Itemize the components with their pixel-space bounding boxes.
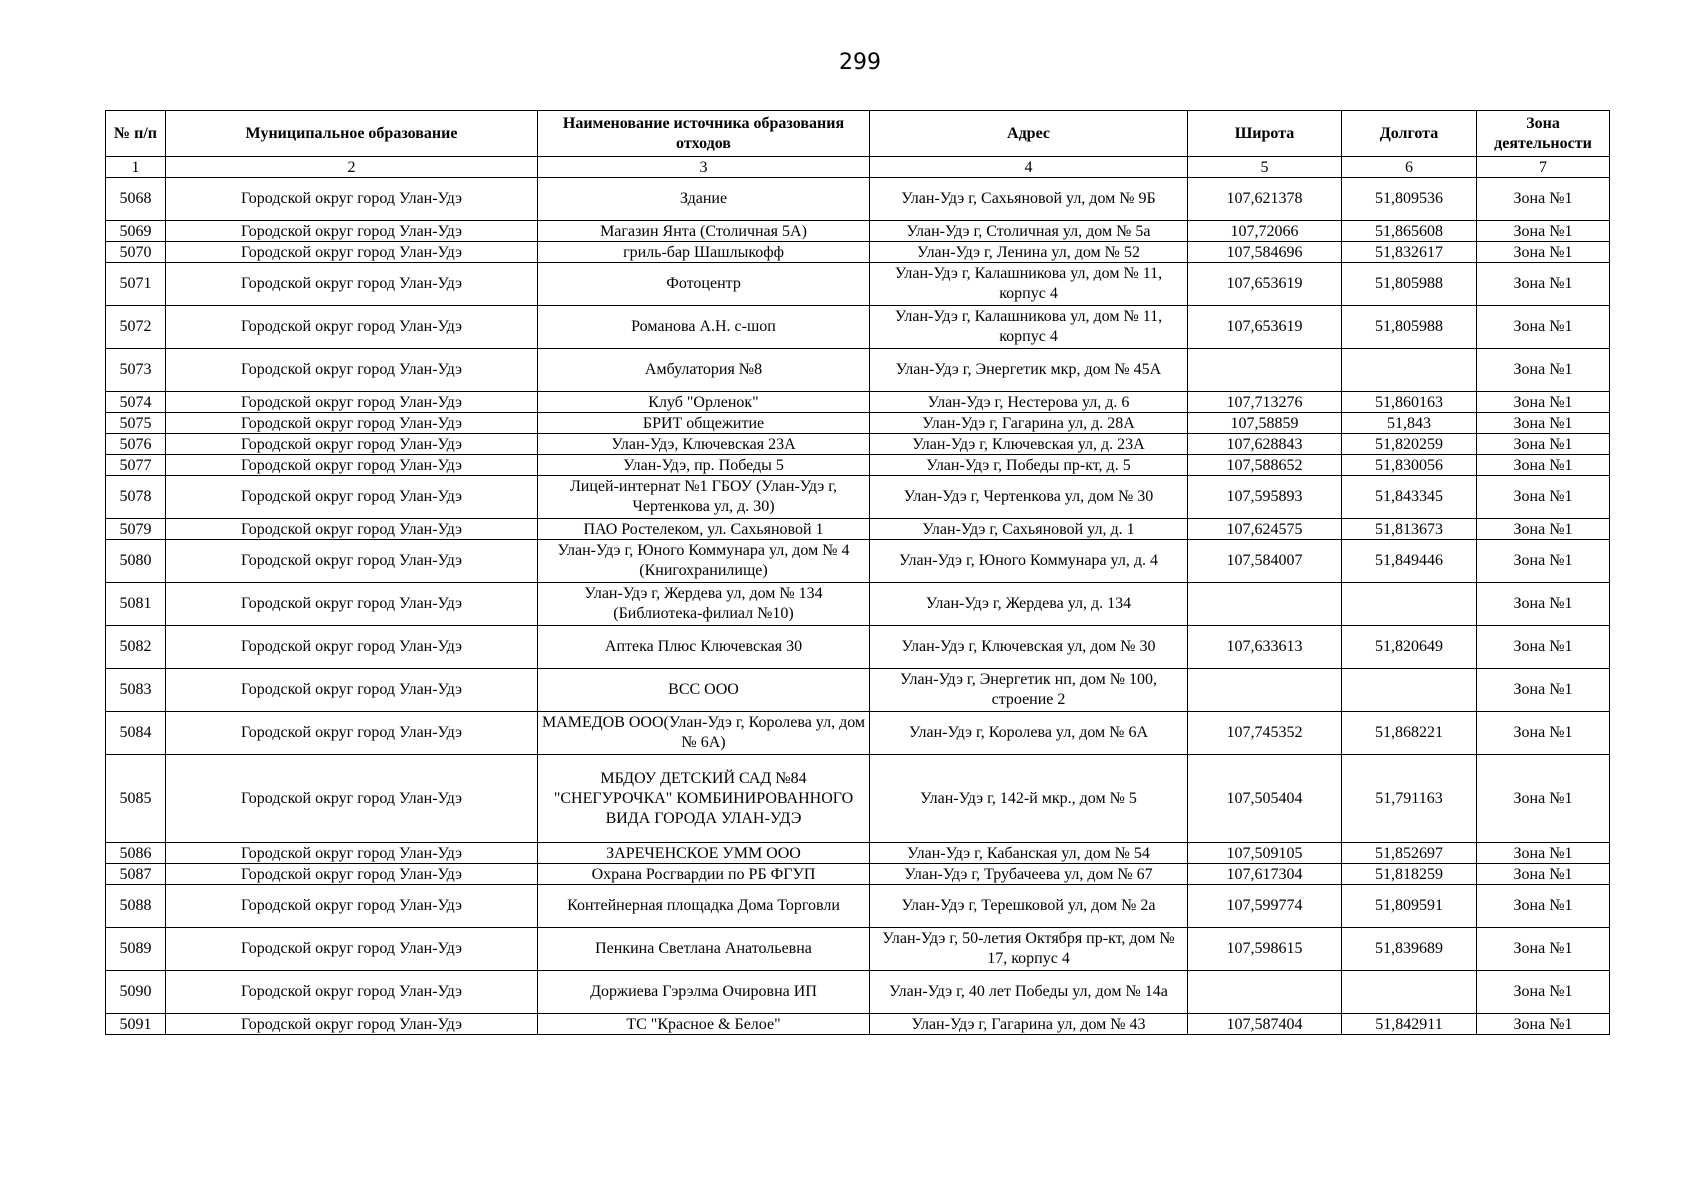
zone-cell: Зона №1 bbox=[1477, 843, 1610, 864]
source-name-cell: Улан-Удэ, пр. Победы 5 bbox=[538, 455, 870, 476]
latitude-cell: 107,58859 bbox=[1188, 413, 1342, 434]
row-number: 5078 bbox=[106, 476, 166, 519]
column-number: 3 bbox=[538, 157, 870, 178]
row-number: 5079 bbox=[106, 519, 166, 540]
table-row bbox=[106, 178, 1610, 221]
column-number: 7 bbox=[1477, 157, 1610, 178]
zone-cell: Зона №1 bbox=[1477, 519, 1610, 540]
table-row bbox=[106, 392, 1610, 413]
longitude-cell: 51,842911 bbox=[1342, 1014, 1477, 1035]
zone-cell: Зона №1 bbox=[1477, 626, 1610, 669]
longitude-cell: 51,791163 bbox=[1342, 755, 1477, 843]
latitude-cell bbox=[1188, 669, 1342, 712]
address-cell: Улан-Удэ г, Гагарина ул, дом № 43 bbox=[870, 1014, 1188, 1035]
longitude-cell bbox=[1342, 971, 1477, 1014]
address-cell: Улан-Удэ г, Сахьяновой ул, дом № 9Б bbox=[870, 178, 1188, 221]
source-name-cell: Аптека Плюс Ключевская 30 bbox=[538, 626, 870, 669]
waste-sources-table bbox=[105, 110, 1610, 1035]
latitude-cell bbox=[1188, 349, 1342, 392]
municipality-cell: Городской округ город Улан-Удэ bbox=[166, 755, 538, 843]
address-cell: Улан-Удэ г, Победы пр-кт, д. 5 bbox=[870, 455, 1188, 476]
table-row bbox=[106, 242, 1610, 263]
table-row bbox=[106, 540, 1610, 583]
latitude-cell: 107,584696 bbox=[1188, 242, 1342, 263]
address-cell: Улан-Удэ г, Ленина ул, дом № 52 bbox=[870, 242, 1188, 263]
municipality-cell: Городской округ город Улан-Удэ bbox=[166, 712, 538, 755]
source-name-cell: Улан-Удэ, Ключевская 23А bbox=[538, 434, 870, 455]
header-longitude: Долгота bbox=[1342, 111, 1477, 157]
source-name-cell: гриль-бар Шашлыкофф bbox=[538, 242, 870, 263]
column-number: 4 bbox=[870, 157, 1188, 178]
address-cell: Улан-Удэ г, Нестерова ул, д. 6 bbox=[870, 392, 1188, 413]
municipality-cell: Городской округ город Улан-Удэ bbox=[166, 885, 538, 928]
latitude-cell: 107,653619 bbox=[1188, 306, 1342, 349]
row-number: 5072 bbox=[106, 306, 166, 349]
row-number: 5074 bbox=[106, 392, 166, 413]
source-name-cell: МАМЕДОВ ООО(Улан-Удэ г, Королева ул, дом № 6А) bbox=[538, 712, 870, 755]
source-name-cell: БРИТ общежитие bbox=[538, 413, 870, 434]
table-row bbox=[106, 626, 1610, 669]
row-number: 5077 bbox=[106, 455, 166, 476]
table-row bbox=[106, 928, 1610, 971]
page-number: 299 bbox=[839, 50, 881, 75]
latitude-cell bbox=[1188, 583, 1342, 626]
header-address: Адрес bbox=[870, 111, 1188, 157]
header-latitude: Широта bbox=[1188, 111, 1342, 157]
longitude-cell: 51,860163 bbox=[1342, 392, 1477, 413]
source-name-cell: Фотоцентр bbox=[538, 263, 870, 306]
row-number: 5088 bbox=[106, 885, 166, 928]
address-cell: Улан-Удэ г, Гагарина ул, д. 28А bbox=[870, 413, 1188, 434]
address-cell: Улан-Удэ г, Терешковой ул, дом № 2а bbox=[870, 885, 1188, 928]
source-name-cell: Амбулатория №8 bbox=[538, 349, 870, 392]
row-number: 5090 bbox=[106, 971, 166, 1014]
municipality-cell: Городской округ город Улан-Удэ bbox=[166, 221, 538, 242]
address-cell: Улан-Удэ г, 142-й мкр., дом № 5 bbox=[870, 755, 1188, 843]
source-name-cell: Контейнерная площадка Дома Торговли bbox=[538, 885, 870, 928]
address-cell: Улан-Удэ г, Ключевская ул, дом № 30 bbox=[870, 626, 1188, 669]
address-cell: Улан-Удэ г, 50-летия Октября пр-кт, дом № 17, корпус 4 bbox=[870, 928, 1188, 971]
municipality-cell: Городской округ город Улан-Удэ bbox=[166, 178, 538, 221]
header-municipality: Муниципальное образование bbox=[166, 111, 538, 157]
source-name-cell: Охрана Росгвардии по РБ ФГУП bbox=[538, 864, 870, 885]
address-cell: Улан-Удэ г, Калашникова ул, дом № 11, корпус 4 bbox=[870, 306, 1188, 349]
zone-cell: Зона №1 bbox=[1477, 242, 1610, 263]
zone-cell: Зона №1 bbox=[1477, 540, 1610, 583]
longitude-cell: 51,843345 bbox=[1342, 476, 1477, 519]
address-cell: Улан-Удэ г, Сахьяновой ул, д. 1 bbox=[870, 519, 1188, 540]
municipality-cell: Городской округ город Улан-Удэ bbox=[166, 413, 538, 434]
address-cell: Улан-Удэ г, Ключевская ул, д. 23А bbox=[870, 434, 1188, 455]
header-number: № п/п bbox=[106, 111, 166, 157]
row-number: 5087 bbox=[106, 864, 166, 885]
source-name-cell: ПАО Ростелеком, ул. Сахьяновой 1 bbox=[538, 519, 870, 540]
zone-cell: Зона №1 bbox=[1477, 712, 1610, 755]
longitude-cell: 51,809591 bbox=[1342, 885, 1477, 928]
latitude-cell: 107,587404 bbox=[1188, 1014, 1342, 1035]
source-name-cell: ЗАРЕЧЕНСКОЕ УММ ООО bbox=[538, 843, 870, 864]
latitude-cell: 107,595893 bbox=[1188, 476, 1342, 519]
zone-cell: Зона №1 bbox=[1477, 455, 1610, 476]
column-number-row bbox=[106, 157, 1610, 178]
longitude-cell bbox=[1342, 349, 1477, 392]
longitude-cell: 51,813673 bbox=[1342, 519, 1477, 540]
table-row bbox=[106, 669, 1610, 712]
table-row bbox=[106, 263, 1610, 306]
row-number: 5083 bbox=[106, 669, 166, 712]
latitude-cell: 107,621378 bbox=[1188, 178, 1342, 221]
municipality-cell: Городской округ город Улан-Удэ bbox=[166, 1014, 538, 1035]
longitude-cell: 51,865608 bbox=[1342, 221, 1477, 242]
row-number: 5075 bbox=[106, 413, 166, 434]
zone-cell: Зона №1 bbox=[1477, 178, 1610, 221]
row-number: 5076 bbox=[106, 434, 166, 455]
municipality-cell: Городской округ город Улан-Удэ bbox=[166, 455, 538, 476]
table-row bbox=[106, 864, 1610, 885]
zone-cell: Зона №1 bbox=[1477, 583, 1610, 626]
table-row bbox=[106, 434, 1610, 455]
municipality-cell: Городской округ город Улан-Удэ bbox=[166, 349, 538, 392]
zone-cell: Зона №1 bbox=[1477, 755, 1610, 843]
municipality-cell: Городской округ город Улан-Удэ bbox=[166, 626, 538, 669]
table-row bbox=[106, 519, 1610, 540]
municipality-cell: Городской округ город Улан-Удэ bbox=[166, 864, 538, 885]
row-number: 5069 bbox=[106, 221, 166, 242]
row-number: 5084 bbox=[106, 712, 166, 755]
address-cell: Улан-Удэ г, Трубачеева ул, дом № 67 bbox=[870, 864, 1188, 885]
source-name-cell: Пенкина Светлана Анатольевна bbox=[538, 928, 870, 971]
municipality-cell: Городской округ город Улан-Удэ bbox=[166, 434, 538, 455]
row-number: 5085 bbox=[106, 755, 166, 843]
longitude-cell: 51,805988 bbox=[1342, 306, 1477, 349]
table-row bbox=[106, 455, 1610, 476]
zone-cell: Зона №1 bbox=[1477, 434, 1610, 455]
row-number: 5080 bbox=[106, 540, 166, 583]
longitude-cell: 51,868221 bbox=[1342, 712, 1477, 755]
address-cell: Улан-Удэ г, Жердева ул, д. 134 bbox=[870, 583, 1188, 626]
latitude-cell: 107,713276 bbox=[1188, 392, 1342, 413]
municipality-cell: Городской округ город Улан-Удэ bbox=[166, 971, 538, 1014]
zone-cell: Зона №1 bbox=[1477, 885, 1610, 928]
address-cell: Улан-Удэ г, Юного Коммунара ул, д. 4 bbox=[870, 540, 1188, 583]
table-row bbox=[106, 306, 1610, 349]
row-number: 5068 bbox=[106, 178, 166, 221]
row-number: 5086 bbox=[106, 843, 166, 864]
municipality-cell: Городской округ город Улан-Удэ bbox=[166, 263, 538, 306]
latitude-cell: 107,72066 bbox=[1188, 221, 1342, 242]
longitude-cell: 51,809536 bbox=[1342, 178, 1477, 221]
latitude-cell: 107,628843 bbox=[1188, 434, 1342, 455]
longitude-cell: 51,820649 bbox=[1342, 626, 1477, 669]
address-cell: Улан-Удэ г, Королева ул, дом № 6А bbox=[870, 712, 1188, 755]
table-body bbox=[106, 178, 1610, 1035]
longitude-cell: 51,818259 bbox=[1342, 864, 1477, 885]
table-row bbox=[106, 583, 1610, 626]
source-name-cell: ВСС ООО bbox=[538, 669, 870, 712]
row-number: 5073 bbox=[106, 349, 166, 392]
source-name-cell: Здание bbox=[538, 178, 870, 221]
latitude-cell: 107,624575 bbox=[1188, 519, 1342, 540]
column-number: 5 bbox=[1188, 157, 1342, 178]
zone-cell: Зона №1 bbox=[1477, 413, 1610, 434]
row-number: 5091 bbox=[106, 1014, 166, 1035]
address-cell: Улан-Удэ г, Калашникова ул, дом № 11, корпус 4 bbox=[870, 263, 1188, 306]
table-row bbox=[106, 885, 1610, 928]
longitude-cell bbox=[1342, 669, 1477, 712]
address-cell: Улан-Удэ г, Чертенкова ул, дом № 30 bbox=[870, 476, 1188, 519]
municipality-cell: Городской округ город Улан-Удэ bbox=[166, 242, 538, 263]
latitude-cell: 107,617304 bbox=[1188, 864, 1342, 885]
municipality-cell: Городской округ город Улан-Удэ bbox=[166, 583, 538, 626]
longitude-cell: 51,852697 bbox=[1342, 843, 1477, 864]
row-number: 5070 bbox=[106, 242, 166, 263]
municipality-cell: Городской округ город Улан-Удэ bbox=[166, 669, 538, 712]
zone-cell: Зона №1 bbox=[1477, 928, 1610, 971]
source-name-cell: ТС "Красное & Белое" bbox=[538, 1014, 870, 1035]
address-cell: Улан-Удэ г, Кабанская ул, дом № 54 bbox=[870, 843, 1188, 864]
zone-cell: Зона №1 bbox=[1477, 349, 1610, 392]
zone-cell: Зона №1 bbox=[1477, 392, 1610, 413]
longitude-cell: 51,832617 bbox=[1342, 242, 1477, 263]
source-name-cell: Магазин Янта (Столичная 5А) bbox=[538, 221, 870, 242]
latitude-cell: 107,584007 bbox=[1188, 540, 1342, 583]
zone-cell: Зона №1 bbox=[1477, 221, 1610, 242]
municipality-cell: Городской округ город Улан-Удэ bbox=[166, 843, 538, 864]
zone-cell: Зона №1 bbox=[1477, 669, 1610, 712]
latitude-cell: 107,599774 bbox=[1188, 885, 1342, 928]
table-row bbox=[106, 413, 1610, 434]
zone-cell: Зона №1 bbox=[1477, 864, 1610, 885]
source-name-cell: Улан-Удэ г, Жердева ул, дом № 134 (Библиотека-филиал №10) bbox=[538, 583, 870, 626]
row-number: 5071 bbox=[106, 263, 166, 306]
address-cell: Улан-Удэ г, Энергетик нп, дом № 100, строение 2 bbox=[870, 669, 1188, 712]
column-number: 1 bbox=[106, 157, 166, 178]
latitude-cell: 107,505404 bbox=[1188, 755, 1342, 843]
table-row bbox=[106, 476, 1610, 519]
header-source-name: Наименование источника образования отходов bbox=[538, 111, 870, 157]
latitude-cell: 107,588652 bbox=[1188, 455, 1342, 476]
table-row bbox=[106, 712, 1610, 755]
longitude-cell: 51,805988 bbox=[1342, 263, 1477, 306]
latitude-cell: 107,598615 bbox=[1188, 928, 1342, 971]
latitude-cell: 107,633613 bbox=[1188, 626, 1342, 669]
longitude-cell: 51,849446 bbox=[1342, 540, 1477, 583]
address-cell: Улан-Удэ г, Столичная ул, дом № 5а bbox=[870, 221, 1188, 242]
municipality-cell: Городской округ город Улан-Удэ bbox=[166, 306, 538, 349]
latitude-cell: 107,509105 bbox=[1188, 843, 1342, 864]
longitude-cell bbox=[1342, 583, 1477, 626]
zone-cell: Зона №1 bbox=[1477, 476, 1610, 519]
zone-cell: Зона №1 bbox=[1477, 306, 1610, 349]
table-row bbox=[106, 221, 1610, 242]
table-row bbox=[106, 1014, 1610, 1035]
zone-cell: Зона №1 bbox=[1477, 263, 1610, 306]
municipality-cell: Городской округ город Улан-Удэ bbox=[166, 476, 538, 519]
municipality-cell: Городской округ город Улан-Удэ bbox=[166, 540, 538, 583]
table-row bbox=[106, 349, 1610, 392]
table-row bbox=[106, 843, 1610, 864]
address-cell: Улан-Удэ г, 40 лет Победы ул, дом № 14а bbox=[870, 971, 1188, 1014]
latitude-cell: 107,745352 bbox=[1188, 712, 1342, 755]
longitude-cell: 51,830056 bbox=[1342, 455, 1477, 476]
header-row bbox=[106, 111, 1610, 157]
municipality-cell: Городской округ город Улан-Удэ bbox=[166, 519, 538, 540]
column-number: 6 bbox=[1342, 157, 1477, 178]
header-zone: Зона деятельности bbox=[1477, 111, 1610, 157]
municipality-cell: Городской округ город Улан-Удэ bbox=[166, 928, 538, 971]
table-row bbox=[106, 971, 1610, 1014]
table-row bbox=[106, 755, 1610, 843]
column-number: 2 bbox=[166, 157, 538, 178]
latitude-cell: 107,653619 bbox=[1188, 263, 1342, 306]
longitude-cell: 51,843 bbox=[1342, 413, 1477, 434]
source-name-cell: Клуб "Орленок" bbox=[538, 392, 870, 413]
longitude-cell: 51,820259 bbox=[1342, 434, 1477, 455]
municipality-cell: Городской округ город Улан-Удэ bbox=[166, 392, 538, 413]
row-number: 5089 bbox=[106, 928, 166, 971]
longitude-cell: 51,839689 bbox=[1342, 928, 1477, 971]
zone-cell: Зона №1 bbox=[1477, 1014, 1610, 1035]
row-number: 5082 bbox=[106, 626, 166, 669]
row-number: 5081 bbox=[106, 583, 166, 626]
source-name-cell: Лицей-интернат №1 ГБОУ (Улан-Удэ г, Чертенкова ул, д. 30) bbox=[538, 476, 870, 519]
latitude-cell bbox=[1188, 971, 1342, 1014]
address-cell: Улан-Удэ г, Энергетик мкр, дом № 45А bbox=[870, 349, 1188, 392]
source-name-cell: Романова А.Н. с-шоп bbox=[538, 306, 870, 349]
zone-cell: Зона №1 bbox=[1477, 971, 1610, 1014]
source-name-cell: Улан-Удэ г, Юного Коммунара ул, дом № 4 (Книгохранилище) bbox=[538, 540, 870, 583]
source-name-cell: МБДОУ ДЕТСКИЙ САД №84 "СНЕГУРОЧКА" КОМБИНИРОВАННОГО ВИДА ГОРОДА УЛАН-УДЭ bbox=[538, 755, 870, 843]
source-name-cell: Доржиева Гэрэлма Очировна ИП bbox=[538, 971, 870, 1014]
